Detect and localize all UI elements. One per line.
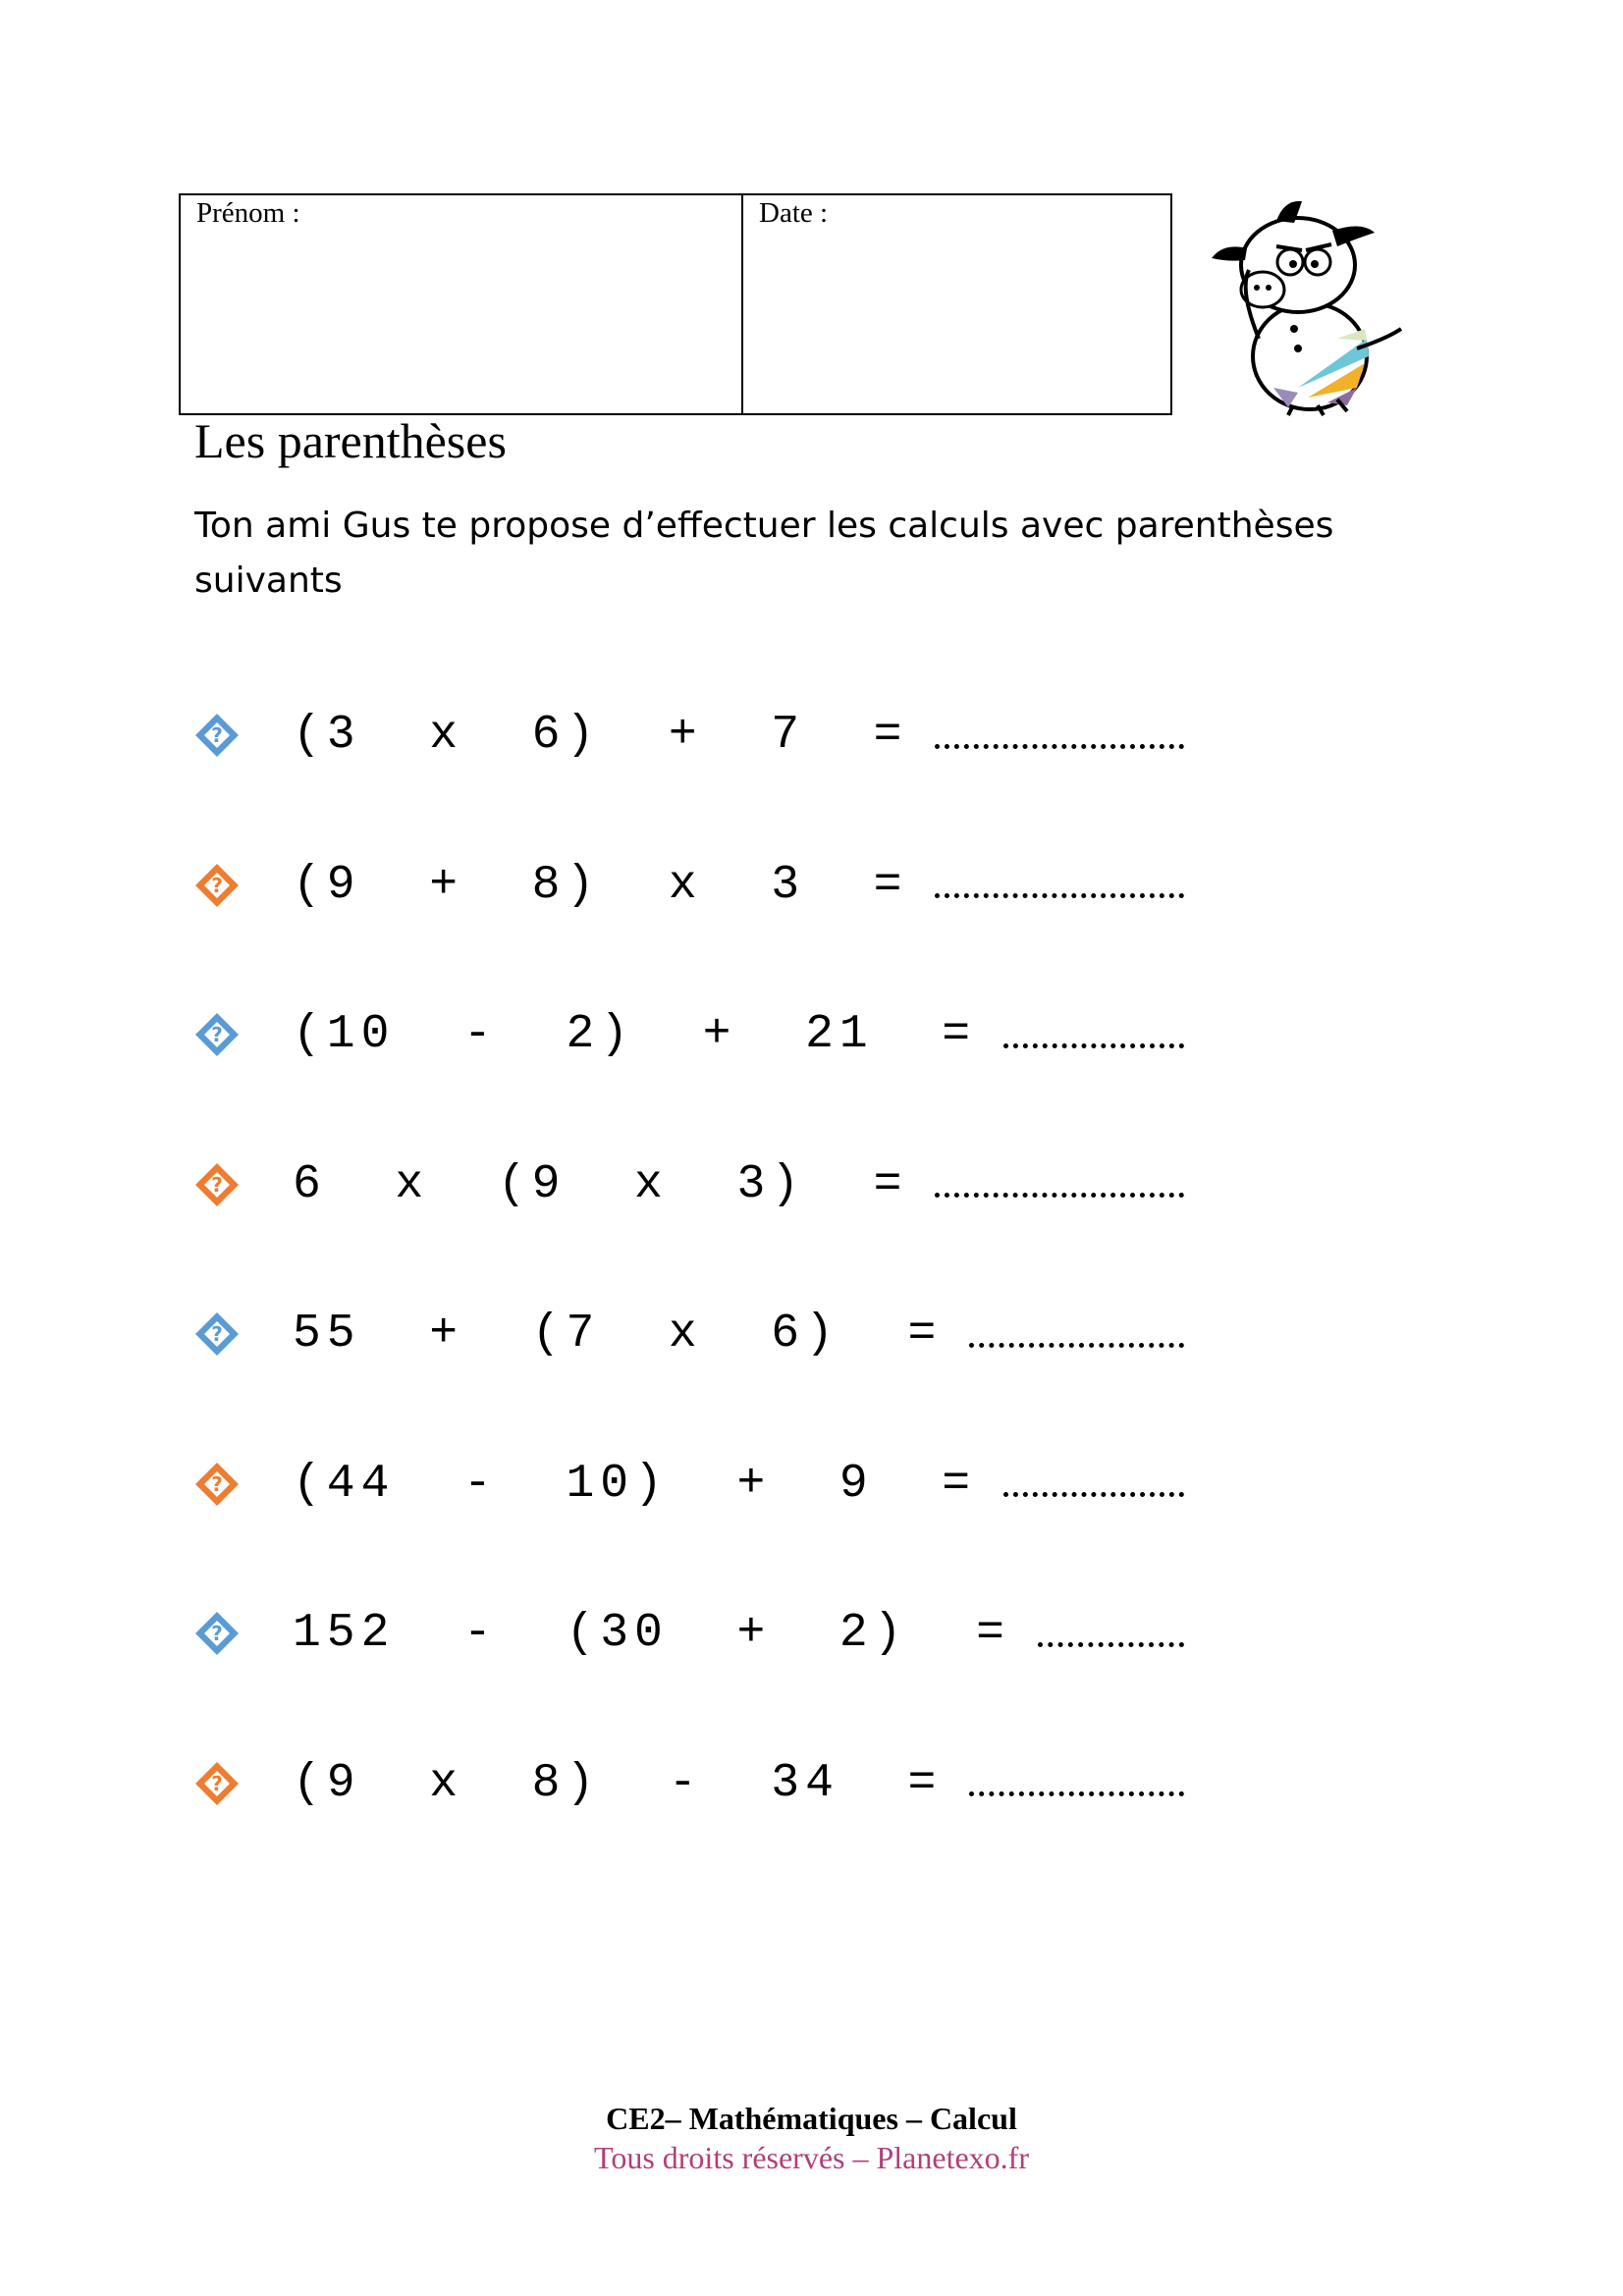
prenom-label: Prénom :: [196, 197, 300, 229]
diamond-bullet-icon: [192, 1759, 242, 1808]
exercise-row: [192, 851, 1184, 920]
calculation-expression: (44 - 10) + 9 =: [293, 1457, 977, 1511]
answer-blank[interactable]: [1003, 1040, 1184, 1048]
answer-blank[interactable]: [969, 1339, 1184, 1348]
answer-blank[interactable]: [935, 889, 1184, 898]
diamond-bullet-icon: [192, 1309, 242, 1359]
calculation-expression: (9 x 8) - 34 =: [293, 1756, 943, 1810]
svg-text:?: ?: [211, 1771, 223, 1795]
prenom-cell[interactable]: [181, 195, 743, 413]
svg-text:?: ?: [211, 1622, 223, 1645]
date-label: Date :: [759, 197, 829, 229]
diamond-bullet-icon: [192, 1460, 242, 1509]
diamond-bullet-icon: [192, 1609, 242, 1658]
calculation-expression: 55 + (7 x 6) =: [293, 1308, 943, 1361]
svg-text:?: ?: [211, 1023, 223, 1046]
exercise-row: [192, 1599, 1184, 1668]
exercise-row: [192, 1749, 1184, 1818]
answer-blank[interactable]: [1038, 1638, 1184, 1647]
calculation-expression: (10 - 2) + 21 =: [293, 1008, 977, 1061]
calculation-expression: (3 x 6) + 7 =: [293, 709, 908, 762]
svg-text:?: ?: [211, 1471, 223, 1496]
answer-blank[interactable]: [1003, 1488, 1184, 1497]
date-cell[interactable]: [743, 195, 1170, 413]
svg-text:?: ?: [211, 1172, 223, 1197]
svg-text:?: ?: [211, 1322, 223, 1346]
calculation-expression: 6 x (9 x 3) =: [293, 1157, 908, 1211]
exercise-row: [192, 1450, 1184, 1519]
exercise-row: [192, 1000, 1184, 1069]
instructions-text: Ton ami Gus te propose d’effectuer les calculs avec parenthèses suivants: [194, 506, 1334, 601]
exercise-row: [192, 1300, 1184, 1368]
exercise-row: [192, 1150, 1184, 1219]
answer-blank[interactable]: [935, 740, 1184, 749]
name-date-box: [179, 193, 1172, 415]
svg-text:?: ?: [211, 723, 223, 747]
gus-mascot-illustration: [1200, 191, 1412, 417]
footer-copyright: Tous droits réservés – Planetexo.fr: [594, 2140, 1029, 2175]
footer-subject: CE2– Mathématiques – Calcul: [606, 2101, 1017, 2136]
diamond-bullet-icon: [192, 711, 242, 760]
diamond-bullet-icon: [192, 861, 242, 910]
diamond-bullet-icon: [192, 1160, 242, 1209]
page-title: Les parenthèses: [194, 413, 507, 468]
svg-text:?: ?: [211, 873, 223, 897]
answer-blank[interactable]: [969, 1788, 1184, 1796]
diamond-bullet-icon: [192, 1010, 242, 1059]
calculation-expression: (9 + 8) x 3 =: [293, 858, 908, 912]
answer-blank[interactable]: [935, 1189, 1184, 1198]
exercise-row: [192, 701, 1184, 770]
calculation-expression: 152 - (30 + 2) =: [293, 1607, 1010, 1660]
